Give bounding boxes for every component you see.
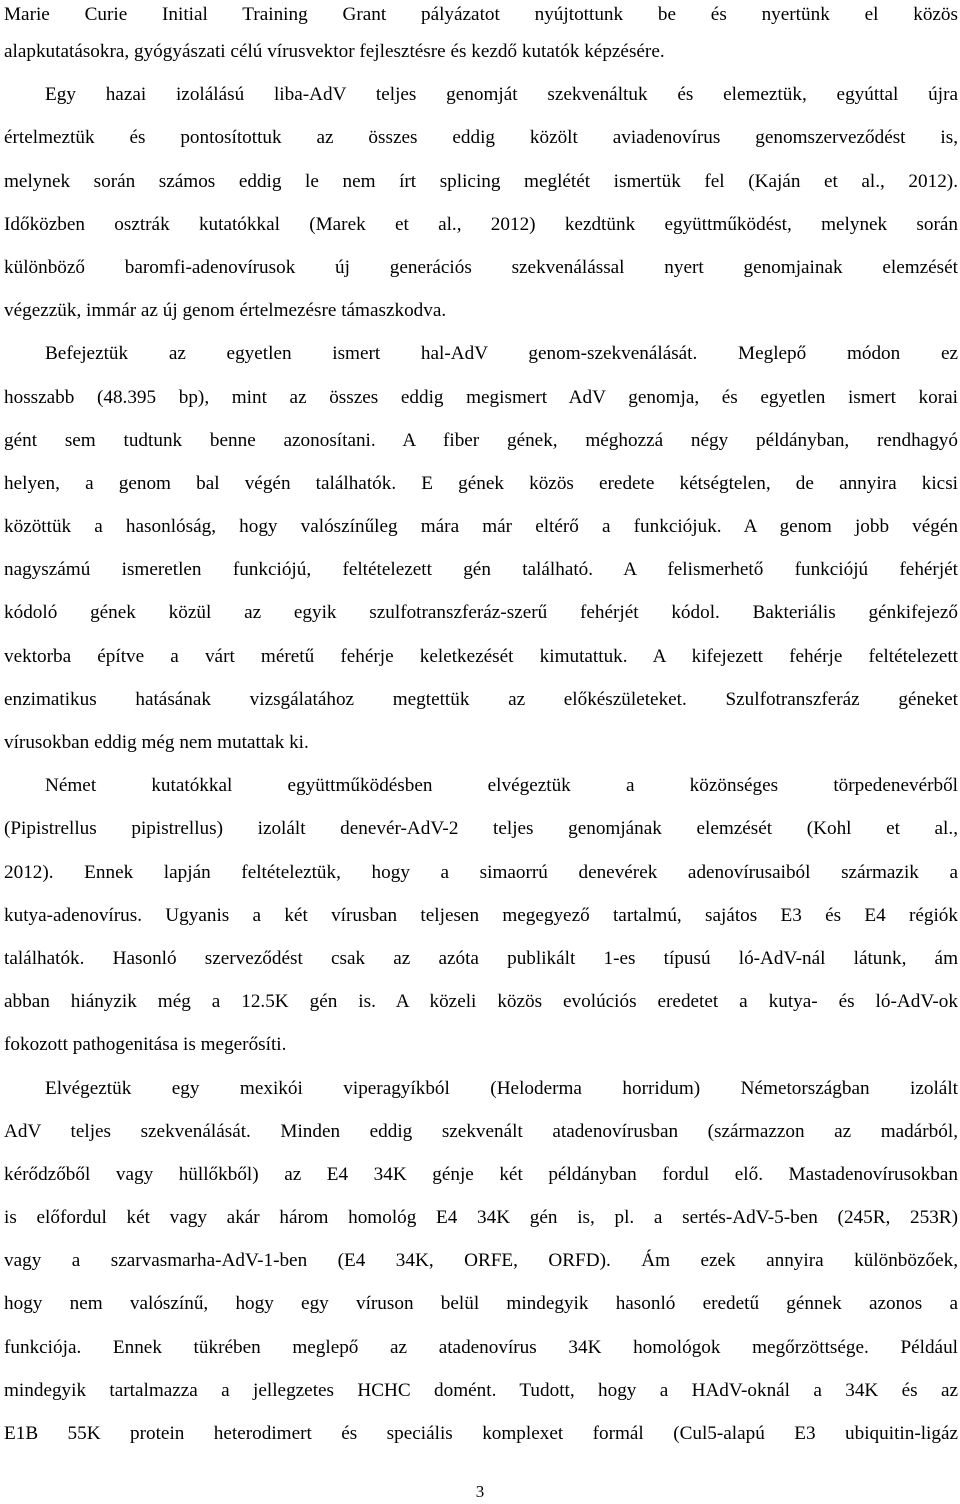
text-line: különböző baromfi-adenovírusok új generációs szekvenálással nyert genomjainak elemzését [4,256,958,278]
paragraph [4,764,958,1066]
text-line: végezzük, immár az új genom értelmezésre támaszkodva. [4,300,447,322]
text-line: Befejeztük az egyetlen ismert hal-AdV genom-szekvenálását. Meglepő módon ez [45,343,958,365]
text-line: E1B 55K protein heterodimert és speciális komplexet formál (Cul5-alapú E3 ubiquitin-ligáz [4,1423,958,1444]
text-line: Marie Curie Initial Training Grant pályázatot nyújtottunk be és nyertünk el közös [4,4,958,25]
text-line: vagy a szarvasmarha-AdV-1-ben (E4 34K, ORFE, ORFD). Ám ezek annyira különbözőek, [4,1250,958,1272]
text-line: Német kutatókkal együttműködésben elvégeztük a közönséges törpedenevérből [45,775,958,797]
paragraph [4,73,958,332]
text-line: találhatók. Hasonló szerveződést csak az azótа publikált 1-es típusú ló-AdV-nál látunk, ám [4,947,958,969]
text-line: Elvégeztük egy mexikói viperagyíkból (Heloderma horridum) Németországban izolált [45,1077,958,1099]
text-line: is előfordul két vagy akár három homológ E4 34K gén is, pl. a sertés-AdV-5-ben (245R, 253R) [4,1207,958,1229]
text-line: hogy nem valószínű, hogy egy víruson belül mindegyik hasonló eredetű génnek azonos a [4,1293,958,1315]
text-line: 2012). Ennek lapján feltételeztük, hogy a simaorrú denevérek adenovírusaiból származik a [4,861,958,883]
text-line: Időközben osztrák kutatókkal (Marek et al., 2012) kezdtünk együttműködést, melynek során [4,213,958,235]
text-line: helyen, a genom bal végén találhatók. E gének közös eredete kétségtelen, de annyira kicsi [4,472,958,494]
text-line: kutya-adenovírus. Ugyanis a két vírusban teljesen megegyező tartalmú, sajátos E3 és E4 régiók [4,904,958,926]
text-line: AdV teljes szekvenálását. Minden eddig szekvenált atadenovírusban (származzon az madárból, [4,1120,958,1142]
text-line: hosszabb (48.395 bp), mint az összes eddig megismert AdV genomja, és egyetlen ismert korai [4,386,958,408]
page-number: 3 [475,1482,485,1501]
text-line: funkciója. Ennek tükrében meglepő az atadenovírus 34K homológok megőrzöttsége. Például [4,1336,958,1358]
text-line: mindegyik tartalmazza a jellegzetes HCHC domént. Tudott, hogy a HAdV-oknál a 34K és az [4,1379,958,1401]
text-line: közöttük a hasonlóság, hogy valószínűleg mára már eltérő a funkciójuk. A genom jobb végén [4,516,958,538]
text-line: enzimatikus hatásának vizsgálatához megtettük az előkészületeket. Szulfotranszferáz géneket [4,688,958,710]
text-line: abban hiányzik még a 12.5K gén is. A közeli közös evolúciós eredetet a kutya- és ló-AdV-ok [4,991,958,1013]
document-body [4,0,958,1455]
paragraph [4,332,958,764]
paragraph [4,0,958,73]
text-line: melynek során számos eddig le nem írt splicing meglétét ismertük fel (Kaján et al., 2012). [4,170,958,192]
text-line: gént sem tudtunk benne azonosítani. A fiber gének, méghozzá négy példányban, rendhagyó [4,429,958,451]
text-line: vektorba építve a várt méretű fehérje keletkezését kimutattuk. A kifejezett fehérje feltételezett [4,645,958,667]
text-line: nagyszámú ismeretlen funkciójú, feltételezett gén található. A felismerhető funkciójú fehérjét [4,559,958,581]
text-line: alapkutatásokra, gyógyászati célú vírusvektor fejlesztésre és kezdő kutatók képzésére. [4,41,665,62]
text-line: fokozott pathogenitása is megerősíti. [4,1034,287,1056]
text-line: (Pipistrellus pipistrellus) izolált denevér-AdV-2 teljes genomjának elemzését (Kohl et al., [4,818,958,840]
text-line: kérődzőből vagy hüllőkből) az E4 34K génje két példányban fordul elő. Mastadenovírusokban [4,1163,958,1185]
paragraph [4,1067,958,1456]
text-line: kódoló gének közül az egyik szulfotranszferáz-szerű fehérjét kódol. Bakteriális génkifejező [4,602,958,624]
text-line: Egy hazai izolálású liba-AdV teljes genomját szekvenáltuk és elemeztük, egyúttal újra [45,84,958,106]
text-line: értelmeztük és pontosítottuk az összes eddig közölt aviadenovírus genomszerveződést is, [4,127,958,149]
text-line: vírusokban eddig még nem mutattak ki. [4,732,309,753]
